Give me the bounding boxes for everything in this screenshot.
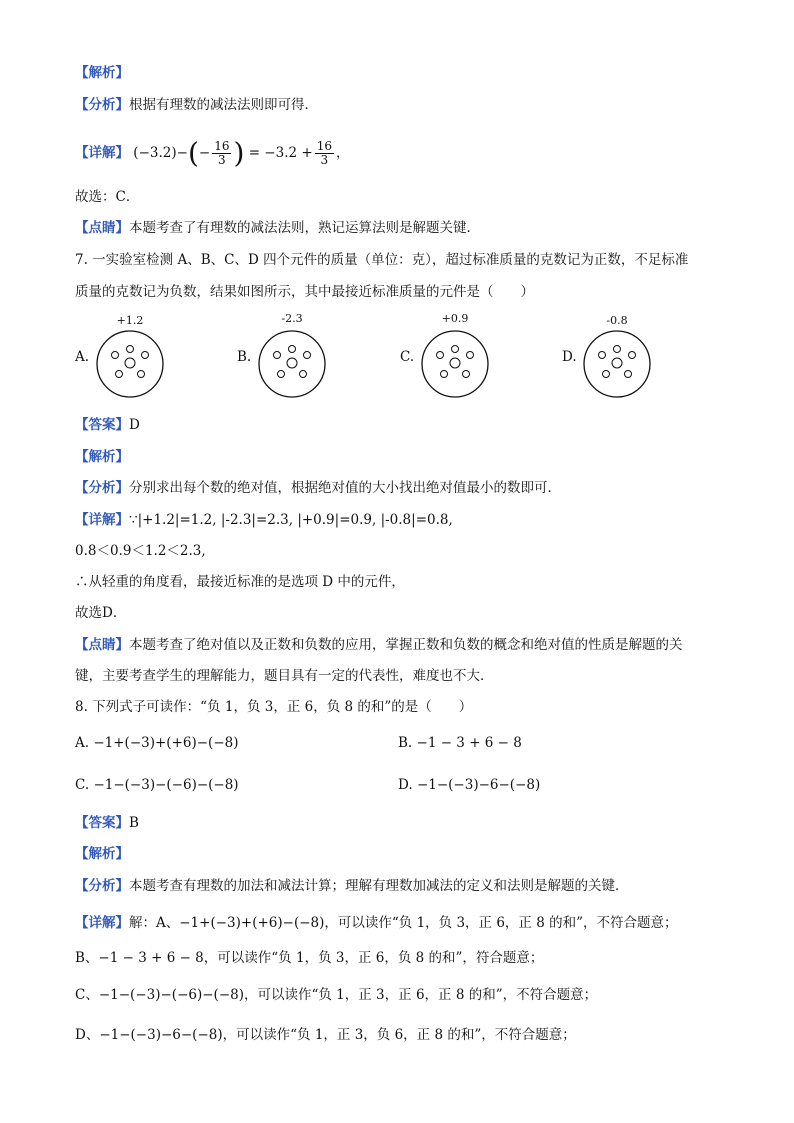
dianjing-tag: 【点睛】 — [75, 220, 129, 236]
analysis-tag: 【解析】 — [75, 65, 129, 81]
q8-analysis-header: 【解析】 — [75, 846, 129, 862]
q7-figure-a: A. +1.2 — [75, 312, 195, 407]
q8-option-b: B. −1 − 3 + 6 − 8 — [398, 735, 522, 751]
q7-xiangjie-line2: 0.8＜0.9＜1.2＜2.3, — [75, 543, 206, 559]
q6-dianjing: 【点睛】本题考查了有理数的减法法则，熟记运算法则是解题关键． — [75, 220, 480, 236]
mass-label: +1.2 — [116, 314, 144, 327]
xiangjie-expr-a: (−3.2)− — [133, 145, 188, 161]
q7-answer: 【答案】D — [75, 417, 140, 433]
paren-open: ( — [187, 136, 199, 170]
q7-stem-line1: 7. 一实验室检测 A、B、C、D 四个元件的质量（单位：克），超过标准质量的克数记为正数，不足标准 — [75, 252, 689, 268]
fenxi-text: 根据有理数的减法法则即可得． — [129, 97, 318, 113]
q8-option-d: D. −1−(−3)−6−(−8) — [398, 777, 541, 793]
q8-option-c: C. −1−(−3)−(−6)−(−8) — [75, 777, 239, 793]
component-circle-icon — [420, 327, 500, 402]
fraction-16-3-b: $\frac{16}{3}$ — [316, 139, 332, 167]
fraction-16-3: $\frac{16}{3}$ — [214, 139, 230, 167]
component-circle-icon — [582, 327, 662, 402]
q7-answer-choice: 故选D． — [75, 605, 127, 621]
mass-label: -2.3 — [281, 312, 303, 325]
component-circle-icon — [257, 327, 337, 402]
q8-xiangjie-d: D、−1−(−3)−6−(−8)，可以读作“负 1，正 3，负 6，正 8 的和”，不符合题意； — [75, 1027, 576, 1043]
q7-figure-b: B. -2.3 — [237, 312, 357, 407]
q8-fenxi: 【分析】本题考查有理数的加法和减法计算；理解有理数加减法的定义和法则是解题的关键． — [75, 878, 629, 894]
xiangjie-expr-b: = −3.2 + — [248, 145, 313, 161]
q7-figure-c: C. +0.9 — [400, 312, 520, 407]
component-circle-icon — [95, 327, 175, 402]
q8-xiangjie-c: C、−1−(−3)−(−6)−(−8)，可以读作“负 1，正 3，正 6，正 8 的和”，不符合题意； — [75, 987, 598, 1003]
q7-dianjing-line2: 键，主要考查学生的理解能力，题目具有一定的代表性，难度也不大． — [75, 668, 494, 684]
paren-close: ) — [233, 136, 245, 170]
q7-xiangjie: 【详解】∵|+1.2|=1.2, |-2.3|=2.3, |+0.9|=0.9, |-0.8|=0.8, — [75, 512, 453, 528]
q6-answer-choice: 故选：C． — [75, 189, 140, 205]
q6-analysis-header — [75, 63, 734, 83]
q8-option-a: A. −1+(−3)+(+6)−(−8) — [75, 735, 239, 751]
q8-xiangjie-b: B、−1 − 3 + 6 − 8，可以读作“负 1，负 3，正 6，负 8 的和”，符合题意； — [75, 950, 544, 966]
q8-stem: 8. 下列式子可读作：“负 1，负 3，正 6，负 8 的和”的是（ ） — [75, 699, 473, 715]
q6-xiangjie: 【详解】 (−3.2)−(− $\frac{16}{3}$ ) = −3.2 + $\frac{16}{3}$ ， — [75, 136, 350, 170]
mass-label: +0.9 — [441, 312, 469, 325]
mass-label: -0.8 — [606, 314, 628, 327]
q8-xiangjie-a: 【详解】解：A、−1+(−3)+(+6)−(−8)，可以读作“负 1，负 3，正 6，正 8 的和”，不符合题意； — [75, 915, 678, 931]
q7-figure-d: D. -0.8 — [562, 312, 682, 407]
q8-answer: 【答案】B — [75, 815, 139, 831]
q6-fenxi — [75, 95, 734, 115]
xiangjie-tag: 【详解】 — [75, 145, 129, 161]
q7-dianjing: 【点睛】本题考查了绝对值以及正数和负数的应用，掌握正数和负数的概念和绝对值的性质是解题的关 — [75, 637, 683, 653]
fenxi-tag: 【分析】 — [75, 97, 129, 113]
q7-stem-line2: 质量的克数记为负数，结果如图所示，其中最接近标准质量的元件是（ ） — [75, 284, 534, 300]
neg-sign: − — [198, 145, 211, 161]
q7-xiangjie-line3: ∴从轻重的角度看，最接近标准的是选项 D 中的元件， — [75, 574, 405, 590]
q7-analysis-header: 【解析】 — [75, 449, 129, 465]
q7-fenxi: 【分析】分别求出每个数的绝对值，根据绝对值的大小找出绝对值最小的数即可． — [75, 480, 561, 496]
